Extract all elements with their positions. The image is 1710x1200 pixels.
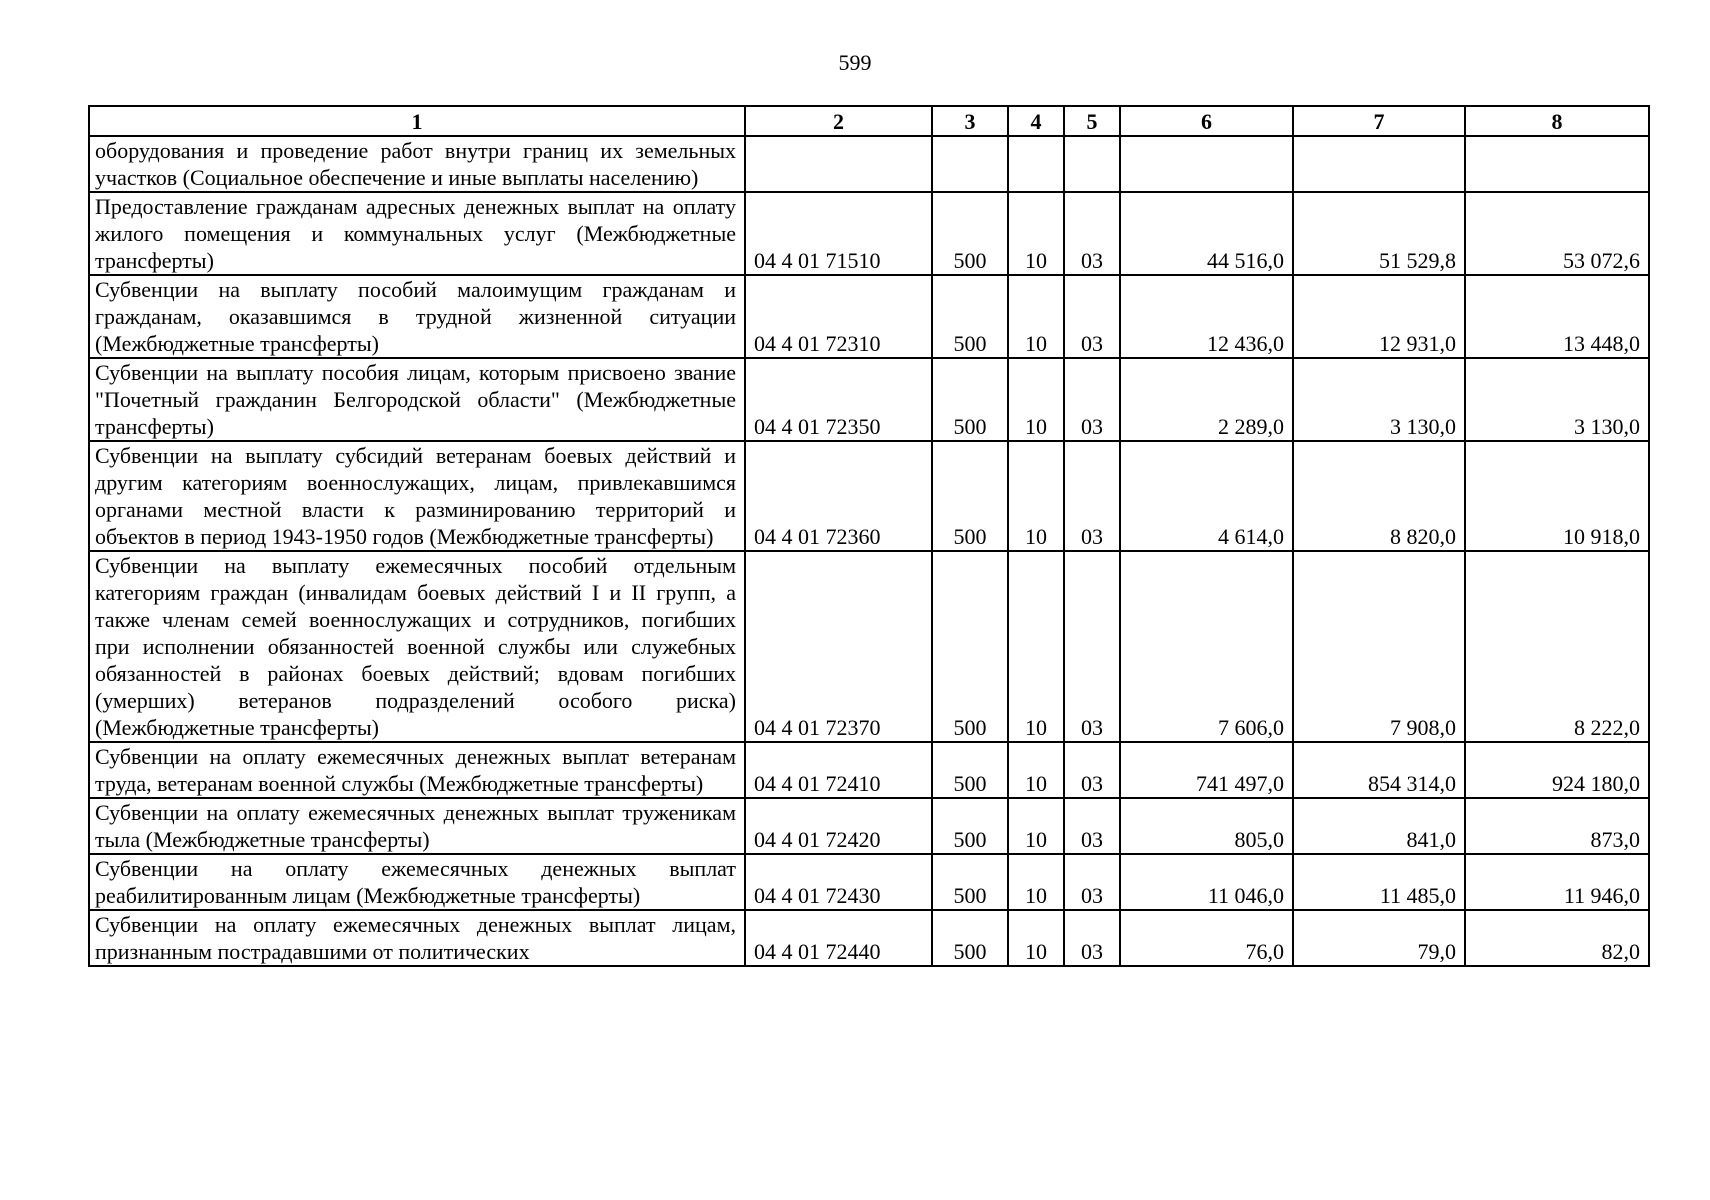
subsection-code: 03 — [1064, 441, 1120, 551]
row-description: Субвенции на оплату ежемесячных денежных выплат реабилитированным лицам (Межбюджетные трансферты) — [89, 854, 745, 910]
table-row — [89, 854, 1649, 910]
budget-code: 04 4 01 72360 — [745, 441, 932, 551]
section-code: 10 — [1008, 910, 1064, 966]
column-header: 5 — [1064, 106, 1120, 136]
expense-type-code: 500 — [932, 358, 1008, 441]
column-header: 3 — [932, 106, 1008, 136]
budget-code: 04 4 01 72310 — [745, 275, 932, 358]
budget-code: 04 4 01 72410 — [745, 742, 932, 798]
amount-col-6: 76,0 — [1120, 910, 1293, 966]
amount-col-6: 805,0 — [1120, 798, 1293, 854]
amount-col-6: 7 606,0 — [1120, 551, 1293, 742]
section-code: 10 — [1008, 742, 1064, 798]
table-row — [89, 742, 1649, 798]
amount-col-6: 741 497,0 — [1120, 742, 1293, 798]
amount-col-8: 924 180,0 — [1465, 742, 1649, 798]
expense-type-code: 500 — [932, 910, 1008, 966]
amount-col-7: 7 908,0 — [1293, 551, 1465, 742]
section-code: 10 — [1008, 551, 1064, 742]
table-row — [89, 441, 1649, 551]
subsection-code: 03 — [1064, 551, 1120, 742]
amount-col-7: 51 529,8 — [1293, 192, 1465, 275]
section-code — [1008, 136, 1064, 192]
amount-col-8 — [1465, 136, 1649, 192]
column-header: 8 — [1465, 106, 1649, 136]
row-description: оборудования и проведение работ внутри границ их земельных участков (Социальное обеспечение и иные выплаты населению) — [89, 136, 745, 192]
column-header: 6 — [1120, 106, 1293, 136]
row-description: Субвенции на выплату субсидий ветеранам боевых действий и другим категориям военнослужащих, лицам, привлекавшимся органами местной власти к разминированию территорий и объектов в период 1943-1950 годов (Межбюджетные трансферты) — [89, 441, 745, 551]
amount-col-6: 44 516,0 — [1120, 192, 1293, 275]
column-header: 7 — [1293, 106, 1465, 136]
row-description: Субвенции на выплату ежемесячных пособий отдельным категориям граждан (инвалидам боевых действий I и II групп, а также членам семей военнослужащих и сотрудников, погибших при исполнении обязанностей военной службы или служебных обязанностей в районах боевых действий; вдовам погибших (умерших) ветеранов подразделений особого риска) (Межбюджетные трансферты) — [89, 551, 745, 742]
amount-col-7: 8 820,0 — [1293, 441, 1465, 551]
expense-type-code: 500 — [932, 798, 1008, 854]
budget-code: 04 4 01 72370 — [745, 551, 932, 742]
amount-col-7: 12 931,0 — [1293, 275, 1465, 358]
budget-code: 04 4 01 72430 — [745, 854, 932, 910]
column-header: 2 — [745, 106, 932, 136]
subsection-code: 03 — [1064, 192, 1120, 275]
budget-code: 04 4 01 72420 — [745, 798, 932, 854]
section-code: 10 — [1008, 358, 1064, 441]
subsection-code: 03 — [1064, 854, 1120, 910]
amount-col-8: 13 448,0 — [1465, 275, 1649, 358]
amount-col-8: 873,0 — [1465, 798, 1649, 854]
subsection-code: 03 — [1064, 910, 1120, 966]
table-row — [89, 551, 1649, 742]
budget-code: 04 4 01 71510 — [745, 192, 932, 275]
table-row — [89, 910, 1649, 966]
row-description: Субвенции на выплату пособий малоимущим гражданам и гражданам, оказавшимся в трудной жизненной ситуации (Межбюджетные трансферты) — [89, 275, 745, 358]
amount-col-7: 3 130,0 — [1293, 358, 1465, 441]
amount-col-6 — [1120, 136, 1293, 192]
subsection-code: 03 — [1064, 358, 1120, 441]
expense-type-code: 500 — [932, 854, 1008, 910]
row-description: Субвенции на оплату ежемесячных денежных выплат ветеранам труда, ветеранам военной службы (Межбюджетные трансферты) — [89, 742, 745, 798]
amount-col-7: 841,0 — [1293, 798, 1465, 854]
row-description: Субвенции на оплату ежемесячных денежных выплат труженикам тыла (Межбюджетные трансферты) — [89, 798, 745, 854]
row-description: Субвенции на оплату ежемесячных денежных выплат лицам, признанным пострадавшими от политических — [89, 910, 745, 966]
amount-col-6: 2 289,0 — [1120, 358, 1293, 441]
expense-type-code: 500 — [932, 275, 1008, 358]
subsection-code: 03 — [1064, 742, 1120, 798]
column-header: 4 — [1008, 106, 1064, 136]
page-number: 599 — [838, 50, 872, 75]
section-code: 10 — [1008, 275, 1064, 358]
amount-col-6: 12 436,0 — [1120, 275, 1293, 358]
section-code: 10 — [1008, 854, 1064, 910]
expense-type-code: 500 — [932, 192, 1008, 275]
amount-col-6: 11 046,0 — [1120, 854, 1293, 910]
table-row — [89, 358, 1649, 441]
amount-col-6: 4 614,0 — [1120, 441, 1293, 551]
amount-col-8: 53 072,6 — [1465, 192, 1649, 275]
section-code: 10 — [1008, 441, 1064, 551]
table-row — [89, 275, 1649, 358]
row-description: Предоставление гражданам адресных денежных выплат на оплату жилого помещения и коммунальных услуг (Межбюджетные трансферты) — [89, 192, 745, 275]
section-code: 10 — [1008, 192, 1064, 275]
amount-col-7: 854 314,0 — [1293, 742, 1465, 798]
expense-type-code — [932, 136, 1008, 192]
budget-table — [88, 105, 1650, 967]
budget-code — [745, 136, 932, 192]
amount-col-8: 3 130,0 — [1465, 358, 1649, 441]
table-header-row — [89, 106, 1649, 136]
column-header: 1 — [89, 106, 745, 136]
section-code: 10 — [1008, 798, 1064, 854]
subsection-code: 03 — [1064, 275, 1120, 358]
amount-col-7: 11 485,0 — [1293, 854, 1465, 910]
budget-code: 04 4 01 72350 — [745, 358, 932, 441]
amount-col-8: 8 222,0 — [1465, 551, 1649, 742]
table-row — [89, 136, 1649, 192]
amount-col-7 — [1293, 136, 1465, 192]
amount-col-8: 11 946,0 — [1465, 854, 1649, 910]
amount-col-8: 82,0 — [1465, 910, 1649, 966]
expense-type-code: 500 — [932, 742, 1008, 798]
expense-type-code: 500 — [932, 551, 1008, 742]
subsection-code — [1064, 136, 1120, 192]
expense-type-code: 500 — [932, 441, 1008, 551]
amount-col-8: 10 918,0 — [1465, 441, 1649, 551]
table-body — [89, 136, 1649, 966]
subsection-code: 03 — [1064, 798, 1120, 854]
amount-col-7: 79,0 — [1293, 910, 1465, 966]
budget-code: 04 4 01 72440 — [745, 910, 932, 966]
row-description: Субвенции на выплату пособия лицам, которым присвоено звание "Почетный гражданин Белгородской области" (Межбюджетные трансферты) — [89, 358, 745, 441]
table-row — [89, 192, 1649, 275]
table-row — [89, 798, 1649, 854]
